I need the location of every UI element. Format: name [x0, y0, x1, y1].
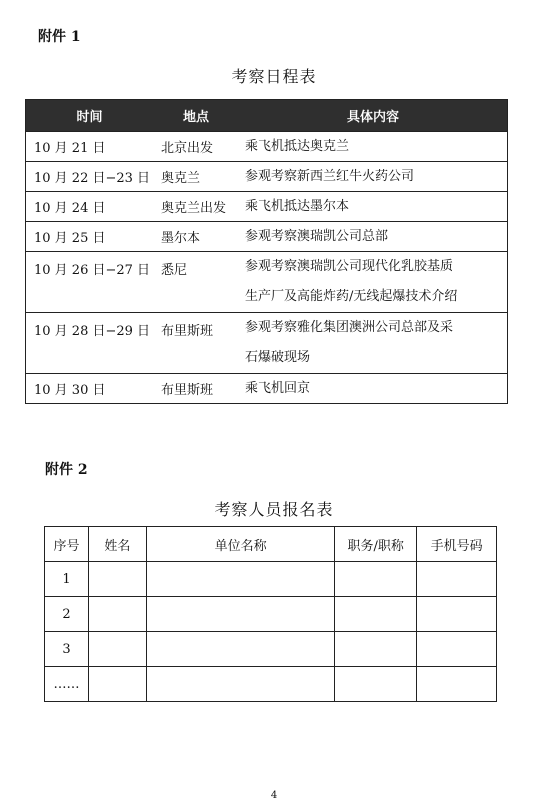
schedule-content-line: 参观考察澳瑞凯公司总部: [245, 228, 389, 244]
title-cell[interactable]: [335, 632, 417, 667]
organization-cell[interactable]: [146, 597, 335, 632]
header-organization: 单位名称: [146, 527, 335, 562]
schedule-content: [239, 192, 507, 221]
schedule-place: 布里斯班: [161, 324, 214, 339]
schedule-date: 10 月 22 日−23 日: [34, 171, 151, 186]
phone-cell[interactable]: [417, 597, 497, 632]
schedule-date: 10 月 21 日: [34, 141, 106, 156]
schedule-row: [26, 312, 507, 373]
schedule-place: 布里斯班: [161, 383, 214, 398]
phone-cell[interactable]: [417, 562, 497, 597]
phone-cell[interactable]: [417, 667, 497, 702]
registration-table-title: 考察人员报名表: [214, 500, 334, 519]
header-content: 具体内容: [346, 110, 399, 125]
schedule-row: [26, 191, 507, 221]
schedule-date: 10 月 28 日−29 日: [34, 324, 151, 339]
schedule-content: [239, 313, 507, 373]
header-title: 职务/职称: [335, 527, 417, 562]
schedule-date: 10 月 24 日: [34, 201, 106, 216]
organization-cell[interactable]: [146, 632, 335, 667]
row-index: ……: [45, 667, 89, 702]
schedule-content-line: 参观考察新西兰红牛火药公司: [245, 168, 415, 184]
row-index: 1: [45, 562, 89, 597]
schedule-place: 北京出发: [161, 141, 214, 156]
schedule-row: [26, 251, 507, 312]
name-cell[interactable]: [88, 597, 146, 632]
schedule-row: [26, 161, 507, 191]
registration-row: [45, 632, 497, 667]
organization-cell[interactable]: [146, 562, 335, 597]
schedule-content-line: 石爆破现场: [245, 350, 311, 365]
schedule-date: 10 月 25 日: [34, 231, 106, 246]
registration-row: [45, 597, 497, 632]
schedule-row: [26, 221, 507, 251]
registration-header-row: [45, 527, 497, 562]
row-index: 3: [45, 632, 89, 667]
schedule-content-line: 乘飞机抵达奥克兰: [245, 138, 350, 154]
page-number: 4: [270, 790, 278, 801]
header-time: 时间: [76, 110, 103, 125]
header-place: 地点: [182, 110, 209, 125]
name-cell[interactable]: [88, 667, 146, 702]
schedule-content: [239, 132, 507, 161]
schedule-content: [239, 252, 507, 312]
schedule-date: 10 月 30 日: [34, 383, 106, 398]
schedule-content-line: 乘飞机抵达墨尔本: [245, 198, 350, 214]
title-cell[interactable]: [335, 562, 417, 597]
header-phone: 手机号码: [417, 527, 497, 562]
title-cell[interactable]: [335, 597, 417, 632]
phone-cell[interactable]: [417, 632, 497, 667]
schedule-content-line: 参观考察雅化集团澳洲公司总部及采: [245, 320, 454, 335]
row-index: 2: [45, 597, 89, 632]
name-cell[interactable]: [88, 562, 146, 597]
schedule-header-row: [26, 100, 507, 131]
name-cell[interactable]: [88, 632, 146, 667]
schedule-date: 10 月 26 日−27 日: [34, 263, 151, 278]
header-name: 姓名: [88, 527, 146, 562]
schedule-row: [26, 131, 507, 161]
organization-cell[interactable]: [146, 667, 335, 702]
schedule-content-line: 乘飞机回京: [245, 380, 311, 396]
registration-row: [45, 667, 497, 702]
schedule-place: 悉尼: [161, 263, 188, 278]
header-index: 序号: [45, 527, 89, 562]
schedule-place: 奥克兰出发: [161, 201, 227, 216]
schedule-content: [239, 374, 507, 403]
title-cell[interactable]: [335, 667, 417, 702]
schedule-content-line: 参观考察澳瑞凯公司现代化乳胶基质: [245, 259, 454, 274]
schedule-table: [25, 99, 508, 404]
schedule-table-title: 考察日程表: [231, 67, 317, 86]
schedule-content: [239, 222, 507, 251]
schedule-content: [239, 162, 507, 191]
schedule-content-line: 生产厂及高能炸药/无线起爆技术介绍: [245, 289, 458, 304]
attachment-2-label: 附件 2: [45, 462, 88, 478]
registration-table: [44, 526, 497, 702]
attachment-1-label: 附件 1: [38, 29, 81, 45]
schedule-place: 奥克兰: [161, 171, 201, 186]
registration-row: [45, 562, 497, 597]
schedule-row: [26, 373, 507, 403]
schedule-place: 墨尔本: [161, 231, 201, 246]
